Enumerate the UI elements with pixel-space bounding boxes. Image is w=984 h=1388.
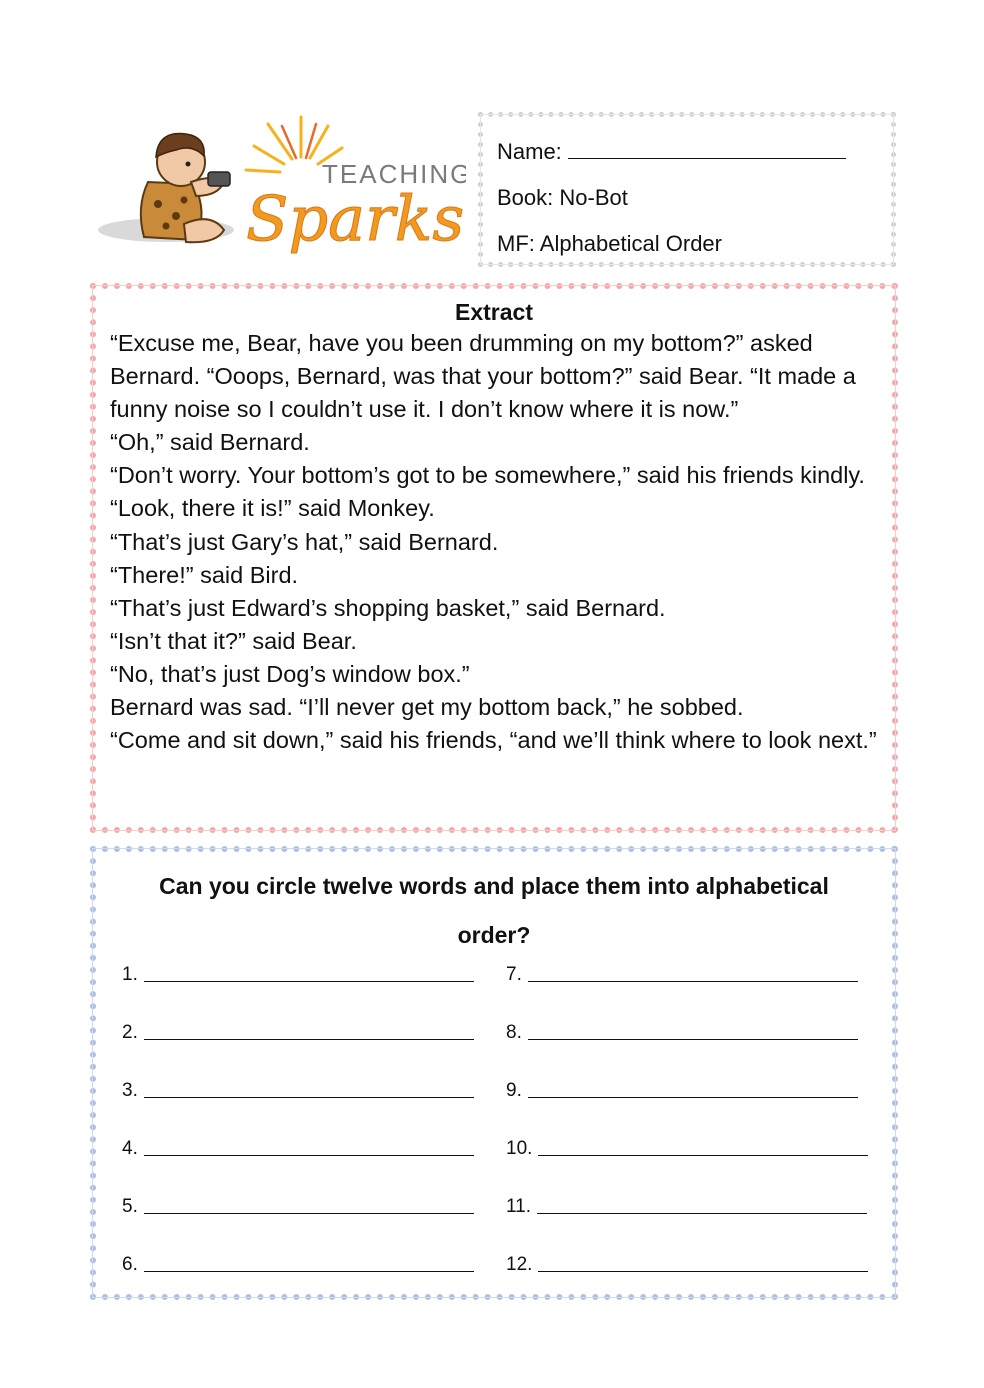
answer-blank[interactable]	[538, 1154, 868, 1156]
extract-paragraph: “No, that’s just Dog’s window box.”	[110, 660, 470, 687]
extract-paragraph: “Don’t worry. Your bottom’s got to be somewhere,” said his friends kindly.	[110, 462, 865, 489]
answer-number: 9.	[506, 1080, 522, 1101]
answer-number: 10.	[506, 1138, 533, 1159]
svg-text:Sparks: Sparks	[246, 182, 465, 255]
answer-blank[interactable]	[144, 1270, 474, 1272]
extract-paragraph: “Look, there it is!” said Monkey.	[110, 495, 435, 522]
book-line: Book: No-Bot	[497, 185, 628, 210]
answer-number: 6.	[122, 1254, 138, 1275]
answer-blank[interactable]	[144, 1038, 474, 1040]
answer-blank[interactable]	[528, 1038, 858, 1040]
extract-paragraph: “Isn’t that it?” said Bear.	[110, 627, 357, 654]
answer-line-6[interactable]	[122, 1254, 474, 1276]
answer-line-1[interactable]	[122, 964, 474, 986]
answer-blank[interactable]	[144, 1154, 474, 1156]
teaching-sparks-logo	[96, 112, 466, 257]
answer-line-2[interactable]	[122, 1022, 474, 1044]
extract-paragraph: Bernard was sad. “I’ll never get my bottom back,” he sobbed.	[110, 694, 744, 721]
extract-box	[90, 283, 898, 833]
answer-line-10[interactable]	[506, 1138, 868, 1160]
extract-paragraph: “That’s just Edward’s shopping basket,” said Bernard.	[110, 594, 666, 621]
student-info-box	[478, 112, 896, 267]
extract-paragraph: “Oh,” said Bernard.	[110, 429, 310, 456]
task-box	[90, 846, 898, 1300]
answer-blank[interactable]	[528, 980, 858, 982]
extract-paragraph: “Excuse me, Bear, have you been drumming on my bottom?” asked Bernard. “Ooops, Bernard, was that your bottom?” said Bear. “It made a funny noise so I couldn’t use it. I don’t know where it is now.”	[110, 330, 856, 423]
caveman-mascot-icon	[96, 112, 466, 257]
answer-line-8[interactable]	[506, 1022, 858, 1044]
name-label: Name:	[497, 139, 562, 164]
extract-paragraph: “That’s just Gary’s hat,” said Bernard.	[110, 528, 499, 555]
answer-blank[interactable]	[537, 1212, 867, 1214]
answer-line-12[interactable]	[506, 1254, 868, 1276]
name-line[interactable]	[497, 129, 877, 175]
answer-number: 7.	[506, 964, 522, 985]
answer-number: 3.	[122, 1080, 138, 1101]
answer-number: 11.	[506, 1196, 532, 1217]
answer-line-9[interactable]	[506, 1080, 858, 1102]
answer-number: 2.	[122, 1022, 138, 1043]
task-question: Can you circle twelve words and place them into alphabetical order?	[159, 873, 829, 948]
answer-number: 8.	[506, 1022, 522, 1043]
extract-title: Extract	[455, 299, 533, 325]
svg-text:TEACHING: TEACHING	[322, 159, 466, 189]
answer-number: 1.	[122, 964, 138, 985]
mf-line: MF: Alphabetical Order	[497, 231, 722, 256]
extract-paragraph: “Come and sit down,” said his friends, “and we’ll think where to look next.”	[110, 727, 877, 754]
answer-number: 4.	[122, 1138, 138, 1159]
answer-blank[interactable]	[528, 1096, 858, 1098]
answer-number: 5.	[122, 1196, 138, 1217]
answer-line-5[interactable]	[122, 1196, 474, 1218]
answer-number: 12.	[506, 1254, 533, 1275]
answer-blank[interactable]	[144, 1096, 474, 1098]
name-blank[interactable]	[568, 140, 846, 159]
answer-blank[interactable]	[144, 1212, 474, 1214]
answer-line-7[interactable]	[506, 964, 858, 986]
answer-line-4[interactable]	[122, 1138, 474, 1160]
answer-line-11[interactable]	[506, 1196, 867, 1218]
answer-blank[interactable]	[144, 980, 474, 982]
answer-line-3[interactable]	[122, 1080, 474, 1102]
extract-paragraph: “There!” said Bird.	[110, 561, 299, 588]
answer-blank[interactable]	[538, 1270, 868, 1272]
